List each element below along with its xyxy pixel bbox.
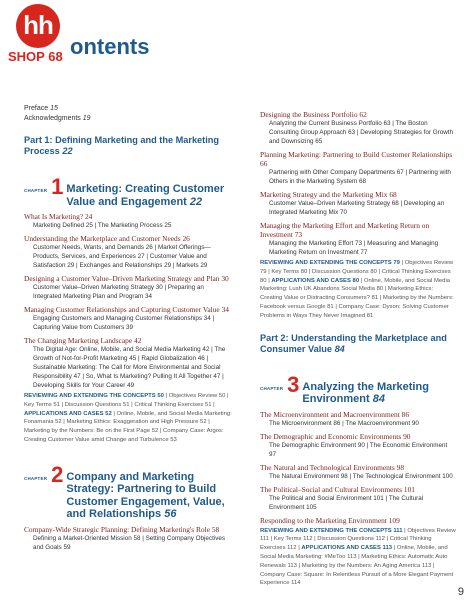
section-subtopics: The Digital Age: Online, Mobile, and Social Media Marketing 42 | The Growth of Not-for-Profit Marketing 45 | Rapid Globalization 46 | Sustainable Marketing: The Call for More Environmental and Social Responsibility 47 | So, What Is Marketing? Pulling It All Together 47 | Developing Skills for Your Career 49 <box>33 346 226 389</box>
chapter-word: CHAPTER <box>24 475 48 481</box>
chapter-1-review: REVIEWING AND EXTENDING THE CONCEPTS 50 | Objectives Review 50 | Key Terms 51 | Discussion Questions 51 | Critical Thinking Exercises 51 | APPLICATIONS AND CASES 52 | Online, Mobile, and Social Media Marketing: Fonamania 52 | Marketing Ethics: Exaggeration and High Pressure 52 | Marketing by the Numbers: Be on the First Page 52 | Company Case: Argos: Creating Customer Value amid Change and Turbulence 53 <box>24 393 232 443</box>
chapter-number: 1 <box>51 174 64 199</box>
part-2-heading: Part 2: Understanding the Marketplace and Consumer Value 84 <box>260 332 447 354</box>
section-title: Understanding the Marketplace and Customer Needs 26 <box>24 234 190 243</box>
section-title: The Microenvironment and Macroenvironment 86 <box>260 409 410 419</box>
section-title: The Political–Social and Cultural Environments 101 <box>260 484 415 494</box>
section-subtopics: Defining a Market-Oriented Mission 58 | Setting Company Objectives and Goals 59 <box>33 534 226 551</box>
logo-mark: hh <box>16 4 60 48</box>
section-subtopics: The Natural Environment 98 | The Technological Environment 100 <box>269 472 453 480</box>
chapter-3-heading: CHAPTER 3 Analyzing the Marketing Environment 84 <box>260 371 429 406</box>
page-title: ontents <box>70 34 150 59</box>
chapter-3-review: REVIEWING AND EXTENDING THE CONCEPTS 111 | Objectives Review 111 | Key Terms 112 | Discussion Questions 112 | Critical Thinking Exercises 112 | APPLICATIONS AND CASES 113 | Online, Mobile, and Social Media Marketing: #MeToo 113 | Marketing Ethics: Automatic Auto Renewals 113 | Marketing by the Numbers: An Aging America 113 | Company Case: Square: In Relentless Pursuit of a More Elegant Payment Experience 114 <box>260 527 456 587</box>
front-matter-preface: Preface 15 <box>24 105 58 112</box>
section-title: Managing Customer Relationships and Capturing Customer Value 34 <box>24 305 229 314</box>
chapter-word: CHAPTER <box>260 385 284 391</box>
front-matter-acknowledgments: Acknowledgments 19 <box>24 114 91 122</box>
page-number: 9 <box>457 586 464 598</box>
section-title: Designing the Business Portfolio 62 <box>260 110 367 119</box>
section-title: The Demographic and Economic Environments 90 <box>260 431 411 441</box>
chapter-number: 3 <box>287 371 300 397</box>
chapter-2-review: REVIEWING AND EXTENDING THE CONCEPTS 79 | Objectives Review 79 | Key Terms 80 | Discussion Questions 80 | Critical Thinking Exercises 80 | APPLICATIONS AND CASES 80 | Online, Mobile, and Social Media Marketing: Lush UK Abandons Social Media 80 | Marketing Ethics: Creating Value or Distracting Consumers? 81 | Marketing by the Numbers: Facebook versus Google 81 | Company Case: Dyson: Solving Customer Problems in Ways They Never Imagined 81 <box>260 260 454 319</box>
section-subtopics: The Microenvironment 86 | The Macroenvironment 90 <box>269 419 419 427</box>
right-column <box>260 110 456 588</box>
logo-subtitle: SHOP 68 <box>8 49 63 64</box>
section-subtopics: Customer Needs, Wants, and Demands 26 | Market Offerings—Products, Services, and Experiences 27 | Customer Value and Satisfaction 29 | Exchanges and Relationships 29 | Markets 29 <box>33 244 211 269</box>
section-title: What Is Marketing? 24 <box>24 212 93 221</box>
chapter-2-heading: CHAPTER 2 Company and Marketing Strategy: Partnering to Build Customer Engagement, Value, and Relationships 56 <box>24 461 225 521</box>
section-subtopics: Analyzing the Current Business Portfolio 63 | The Boston Consulting Group Approach 63 | Developing Strategies for Growth and Downsizing 65 <box>269 120 453 145</box>
section-subtopics: The Demographic Environment 90 | The Economic Environment 97 <box>269 441 448 458</box>
chapter-number: 2 <box>51 461 64 487</box>
section-title: Designing a Customer Value–Driven Marketing Strategy and Plan 30 <box>24 274 229 283</box>
section-subtopics: Customer Value–Driven Marketing Strategy 68 | Developing an Integrated Marketing Mix 70 <box>269 200 445 216</box>
section-subtopics: Partnering with Other Company Departments 67 | Partnering with Others in the Marketing System 68 <box>269 169 451 185</box>
chapter-1-heading: CHAPTER 1 Marketing: Creating Customer Value and Engagement 22 <box>24 174 225 208</box>
section-subtopics: Engaging Customers and Managing Customer Relationships 34 | Capturing Value from Customers 39 <box>33 315 215 331</box>
section-title: Marketing Strategy and the Marketing Mix 68 <box>260 190 397 199</box>
section-subtopics: Marketing Defined 25 | The Marketing Process 25 <box>33 222 172 229</box>
section-title: Planning Marketing: Partnering to Build Customer Relationships 66 <box>260 150 453 168</box>
section-title: Managing the Marketing Effort and Marketing Return on Investment 73 <box>260 221 430 239</box>
chapter-word: CHAPTER <box>24 188 48 193</box>
chapter-1-sections <box>24 212 232 390</box>
section-subtopics: Managing the Marketing Effort 73 | Measuring and Managing Marketing Return on Investment 77 <box>269 240 439 256</box>
section-subtopics: Customer Value–Driven Marketing Strategy 30 | Preparing an Integrated Marketing Plan and Program 34 <box>33 284 204 300</box>
section-subtopics: The Political and Social Environment 101 | The Cultural Environment 105 <box>269 494 424 511</box>
section-title: Responding to the Marketing Environment 109 <box>260 515 400 525</box>
section-title: Company-Wide Strategic Planning: Defining Marketing's Role 58 <box>24 524 220 534</box>
section-title: The Natural and Technological Environments 98 <box>260 462 405 472</box>
part-1-heading: Part 1: Defining Marketing and the Marketing Process 22 <box>24 135 220 156</box>
left-column <box>24 104 232 552</box>
publisher-logo <box>8 4 68 64</box>
section-title: The Changing Marketing Landscape 42 <box>24 336 142 345</box>
